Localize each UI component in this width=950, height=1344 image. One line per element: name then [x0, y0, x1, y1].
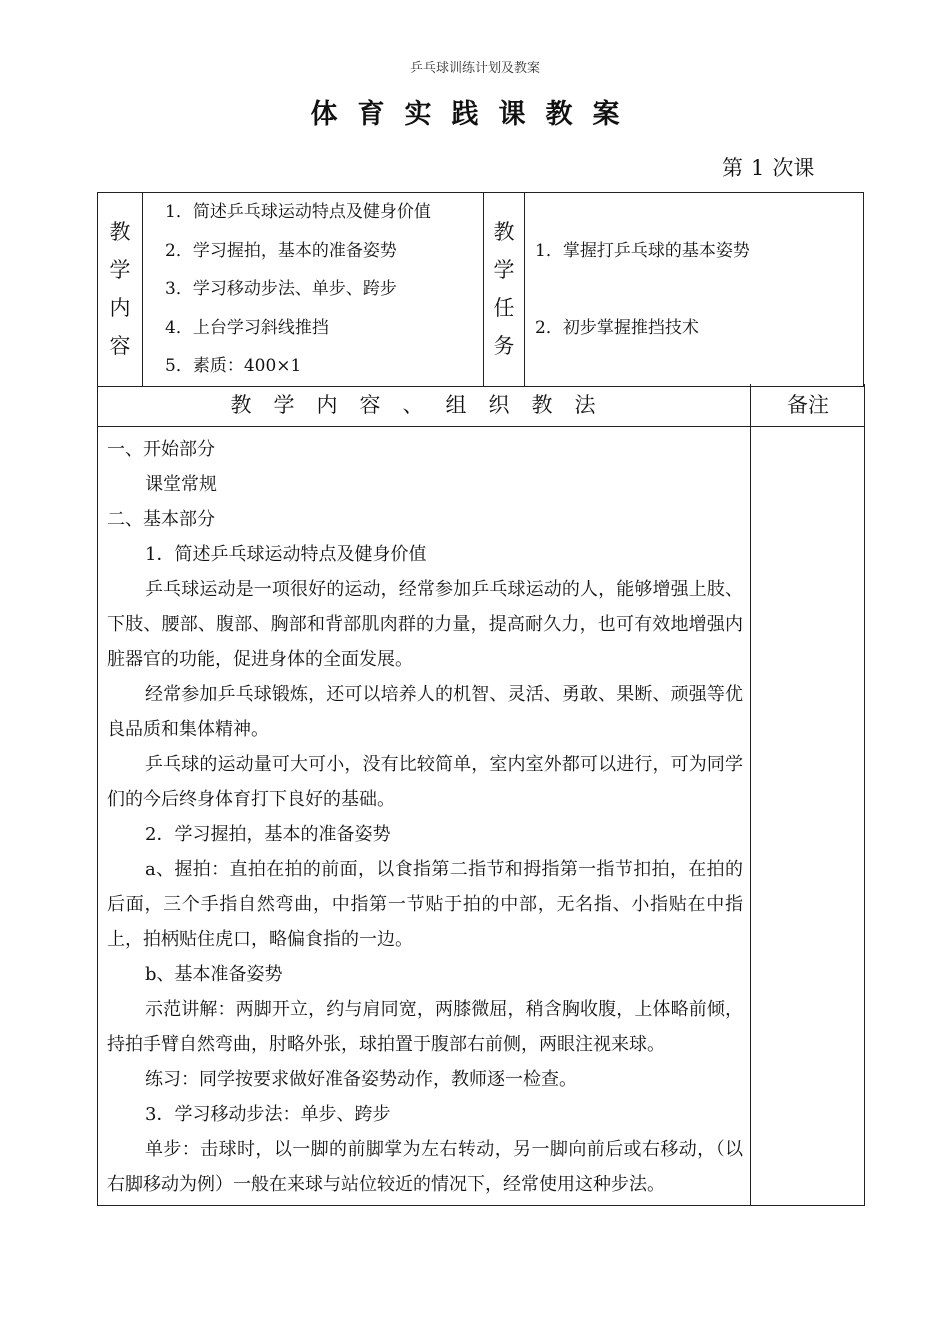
content-item: 5．素质：400×1	[165, 356, 302, 376]
content-item: 2．学习握拍，基本的准备姿势	[165, 240, 397, 261]
method-header: 教学内容、组织教法	[230, 393, 618, 417]
lesson-overview-table	[97, 192, 864, 387]
body-paragraph: b、基本准备姿势	[145, 964, 283, 985]
task-label-char: 学	[493, 258, 515, 283]
body-paragraph: 示范讲解：两脚开立，约与肩同宽，两膝微屈，稍含胸收腹，上体略前倾，持拍手臂自然弯曲，肘略外张，球拍置于腹部右前侧，两眼注视来球。	[107, 999, 743, 1055]
lesson-number	[722, 152, 814, 182]
content-label-char: 学	[109, 258, 131, 283]
lesson-prefix: 第	[722, 156, 743, 180]
body-paragraph: 3．学习移动步法：单步、跨步	[145, 1104, 391, 1125]
column-divider	[750, 426, 751, 1205]
task-item: 2．初步掌握推挡技术	[535, 317, 699, 338]
body-paragraph: 练习：同学按要求做好准备姿势动作，教师逐一检查。	[145, 1069, 577, 1090]
task-label	[484, 193, 525, 387]
task-label-char: 教	[493, 220, 515, 245]
body-paragraph: 2．学习握拍，基本的准备姿势	[145, 824, 391, 845]
content-label	[98, 193, 143, 387]
body-paragraph: 经常参加乒乓球锻炼，还可以培养人的机智、灵活、勇敢、果断、顽强等优良品质和集体精神。	[107, 684, 743, 740]
lesson-num: 1	[751, 156, 765, 180]
body-paragraph: 1．简述乒乓球运动特点及健身价值	[145, 544, 427, 565]
content-items	[143, 193, 484, 387]
page-header: 乒乓球训练计划及教案	[409, 61, 540, 76]
body-paragraph: 乒乓球的运动量可大可小，没有比较简单，室内室外都可以进行，可为同学们的今后终身体育打下良好的基础。	[107, 754, 743, 810]
task-label-char: 务	[493, 334, 515, 359]
lesson-body-text	[107, 432, 743, 1202]
body-paragraph: a、握拍：直拍在拍的前面，以食指第二指节和拇指第一指节扣拍，在拍的后面，三个手指自然弯曲，中指第一节贴于拍的中部，无名指、小指贴在中指上，拍柄贴住虎口，略偏食指的一边。	[107, 859, 743, 950]
content-item: 3．学习移动步法、单步、跨步	[165, 279, 397, 299]
lesson-body-table	[97, 384, 865, 1206]
body-paragraph: 乒乓球运动是一项很好的运动，经常参加乒乓球运动的人，能够增强上肢、下肢、腰部、腹部、胸部和背部肌肉群的力量，提高耐久力，也可有效地增强内脏器官的功能，促进身体的全面发展。	[107, 579, 743, 670]
content-label-char: 容	[109, 334, 131, 359]
content-label-char: 内	[109, 296, 131, 321]
body-paragraph: 单步：击球时，以一脚的前脚掌为左右转动，另一脚向前后或右移动，（以右脚移动为例）一般在来球与站位较近的情况下，经常使用这种步法。	[107, 1139, 743, 1195]
task-item: 1．掌握打乒乓球的基本姿势	[535, 240, 750, 261]
table-header-row	[98, 384, 864, 427]
body-paragraph: 课堂常规	[145, 474, 217, 495]
page-title: 体育实践课教案	[310, 99, 640, 130]
lesson-suffix: 次课	[772, 156, 815, 180]
content-item: 1．简述乒乓球运动特点及健身价值	[165, 202, 431, 222]
task-label-char: 任	[493, 296, 515, 321]
remarks-header: 备注	[750, 384, 865, 426]
content-label-char: 教	[109, 220, 131, 245]
body-paragraph: 二、基本部分	[107, 509, 215, 530]
body-paragraph: 一、开始部分	[107, 439, 215, 460]
content-item: 4．上台学习斜线推挡	[165, 317, 329, 338]
task-items	[525, 193, 864, 387]
spacer	[525, 270, 863, 309]
